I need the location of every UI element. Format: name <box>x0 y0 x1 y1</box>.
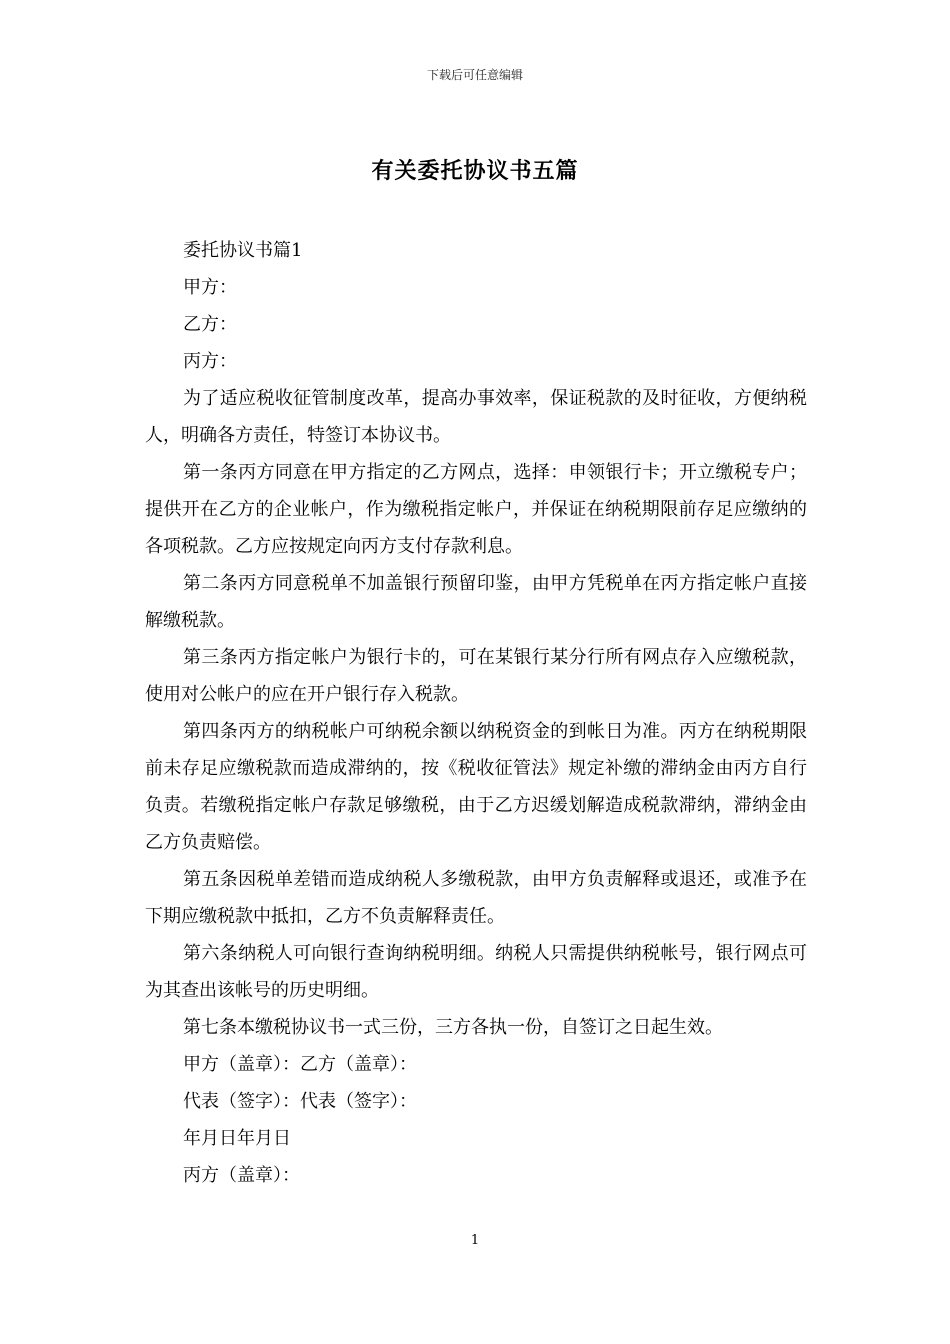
article-4: 第四条丙方的纳税帐户可纳税余额以纳税资金的到帐日为准。丙方在纳税期限前未存足应缴税款而造成滞纳的，按《税收征管法》规定补缴的滞纳金由丙方自行负责。若缴税指定帐户存款足够缴税，由于乙方迟缓划解造成税款滞纳，滞纳金由乙方负责赔偿。 <box>145 721 807 853</box>
document-title: 有关委托协议书五篇 <box>371 158 579 184</box>
article-3: 第三条丙方指定帐户为银行卡的，可在某银行某分行所有网点存入应缴税款，使用对公帐户的应在开户银行存入税款。 <box>145 647 807 705</box>
article-6: 第六条纳税人可向银行查询纳税明细。纳税人只需提供纳税帐号，银行网点可为其查出该帐号的历史明细。 <box>145 943 807 1001</box>
page-number: 1 <box>470 1233 480 1248</box>
article-7: 第七条本缴税协议书一式三份，三方各执一份，自签订之日起生效。 <box>183 1017 723 1038</box>
header-note: 下载后可任意编辑 <box>426 68 523 82</box>
preamble-paragraph: 为了适应税收征管制度改革，提高办事效率，保证税款的及时征收，方便纳税人，明确各方责任，特签订本协议书。 <box>145 388 807 446</box>
seal-line-c: 丙方（盖章）： <box>183 1165 300 1186</box>
party-b-line: 乙方： <box>183 314 237 335</box>
party-c-line: 丙方： <box>183 351 237 372</box>
article-2: 第二条丙方同意税单不加盖银行预留印鉴，由甲方凭税单在丙方指定帐户直接解缴税款。 <box>145 573 807 631</box>
party-a-line: 甲方： <box>183 277 237 298</box>
document-body <box>145 232 807 1194</box>
article-1: 第一条丙方同意在甲方指定的乙方网点，选择：申领银行卡；开立缴税专户；提供开在乙方的企业帐户，作为缴税指定帐户，并保证在纳税期限前存足应缴纳的各项税款。乙方应按规定向丙方支付存款利息。 <box>145 462 807 557</box>
seal-line-a-b: 甲方（盖章）：乙方（盖章）： <box>183 1054 417 1075</box>
date-line: 年月日年月日 <box>183 1128 291 1149</box>
section-heading: 委托协议书篇1 <box>183 240 303 261</box>
article-5: 第五条因税单差错而造成纳税人多缴税款，由甲方负责解释或退还，或准予在下期应缴税款中抵扣，乙方不负责解释责任。 <box>145 869 807 927</box>
signature-line: 代表（签字）：代表（签字）： <box>183 1091 417 1112</box>
